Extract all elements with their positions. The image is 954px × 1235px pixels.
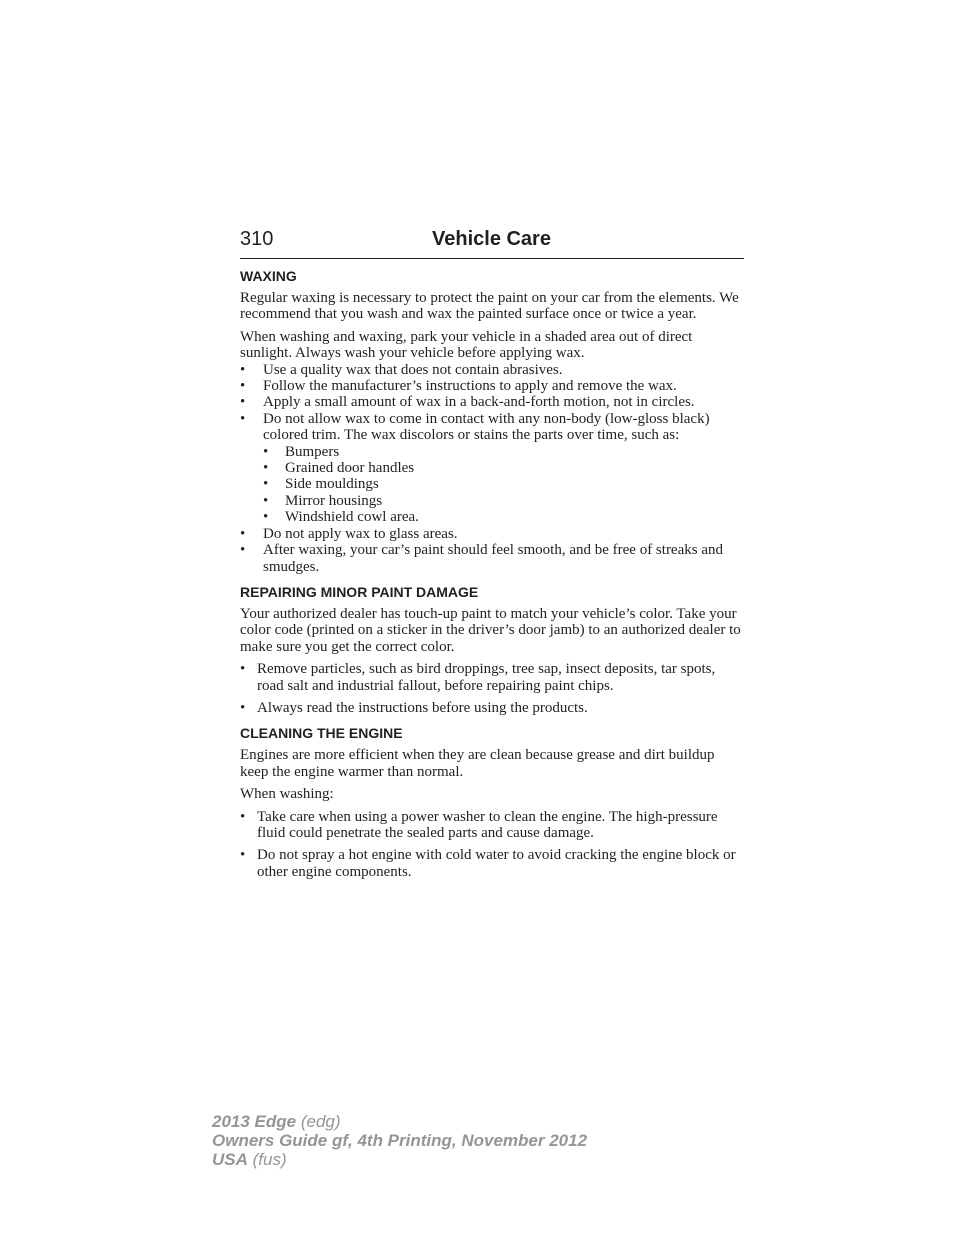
list-item: • After waxing, your car’s paint should feel smooth, and be free of streaks and smudges. <box>240 542 744 575</box>
sub-list-item: • Mirror housings <box>263 493 744 509</box>
paragraph: When washing and waxing, park your vehicle in a shaded area out of direct sunlight. Always wash your vehicle before applying wax. <box>240 328 693 362</box>
list-item: • Remove particles, such as bird droppings, tree sap, insect deposits, tar spots, road salt and industrial fallout, before repairing paint chips. <box>240 661 744 694</box>
sub-list-item: • Side mouldings <box>263 476 744 492</box>
footer-line-model <box>212 1112 587 1131</box>
sub-list-item: • Bumpers <box>263 444 744 460</box>
footer-edition: Owners Guide gf, 4th Printing, November 2012 <box>212 1131 588 1150</box>
section-heading-waxing: WAXING <box>240 268 297 284</box>
section-heading-engine: CLEANING THE ENGINE <box>240 725 403 742</box>
footer-line-edition <box>212 1131 587 1150</box>
sub-list-item: • Windshield cowl area. <box>263 509 744 525</box>
paragraph: Your authorized dealer has touch-up paint to match your vehicle’s color. Take your color code (printed on a sticker in the driver’s door jamb) to an authorized dealer to make sure you get the correct color. <box>240 605 741 655</box>
footer-market-code: (fus) <box>252 1150 287 1169</box>
footer-model-code: (edg) <box>300 1112 341 1131</box>
footer-market: USA <box>212 1150 248 1169</box>
list-item: • Do not spray a hot engine with cold water to avoid cracking the engine block or other engine components. <box>240 847 744 880</box>
bullet-list <box>240 661 744 716</box>
list-item: • Take care when using a power washer to clean the engine. The high-pressure fluid could penetrate the sealed parts and cause damage. <box>240 809 744 842</box>
section-engine <box>240 725 744 880</box>
list-item <box>240 411 744 526</box>
footer-line-market <box>212 1150 587 1169</box>
list-item: • Always read the instructions before using the products. <box>240 700 744 716</box>
section-paint-damage <box>240 584 744 716</box>
paragraph: When washing: <box>240 786 334 803</box>
list-item-text: Do not allow wax to come in contact with any non-body (low-gloss black) colored trim. The wax discolors or stains the parts over time, such as: <box>263 410 710 444</box>
chapter-title: Vehicle Care <box>432 228 551 250</box>
footer-model: 2013 Edge <box>212 1112 297 1131</box>
page-header <box>240 228 744 259</box>
section-heading-paint-damage: REPAIRING MINOR PAINT DAMAGE <box>240 583 479 600</box>
page-footer <box>212 1112 587 1169</box>
page-number: 310 <box>240 228 274 250</box>
list-item: • Do not apply wax to glass areas. <box>240 526 744 542</box>
sub-list-item: • Grained door handles <box>263 460 744 476</box>
bullet-list <box>240 809 744 881</box>
sub-bullet-list <box>263 444 744 526</box>
list-item: • Apply a small amount of wax in a back-and-forth motion, not in circles. <box>240 394 744 410</box>
paragraph: Engines are more efficient when they are clean because grease and dirt buildup keep the engine warmer than normal. <box>240 747 715 780</box>
paragraph: Regular waxing is necessary to protect the paint on your car from the elements. We recommend that you wash and wax the painted surface once or twice a year. <box>240 290 739 323</box>
bullet-list <box>240 362 744 575</box>
section-waxing <box>240 268 744 575</box>
list-item: • Use a quality wax that does not contain abrasives. <box>240 362 744 378</box>
list-item: • Follow the manufacturer’s instructions to apply and remove the wax. <box>240 378 744 394</box>
page-content <box>240 228 744 886</box>
